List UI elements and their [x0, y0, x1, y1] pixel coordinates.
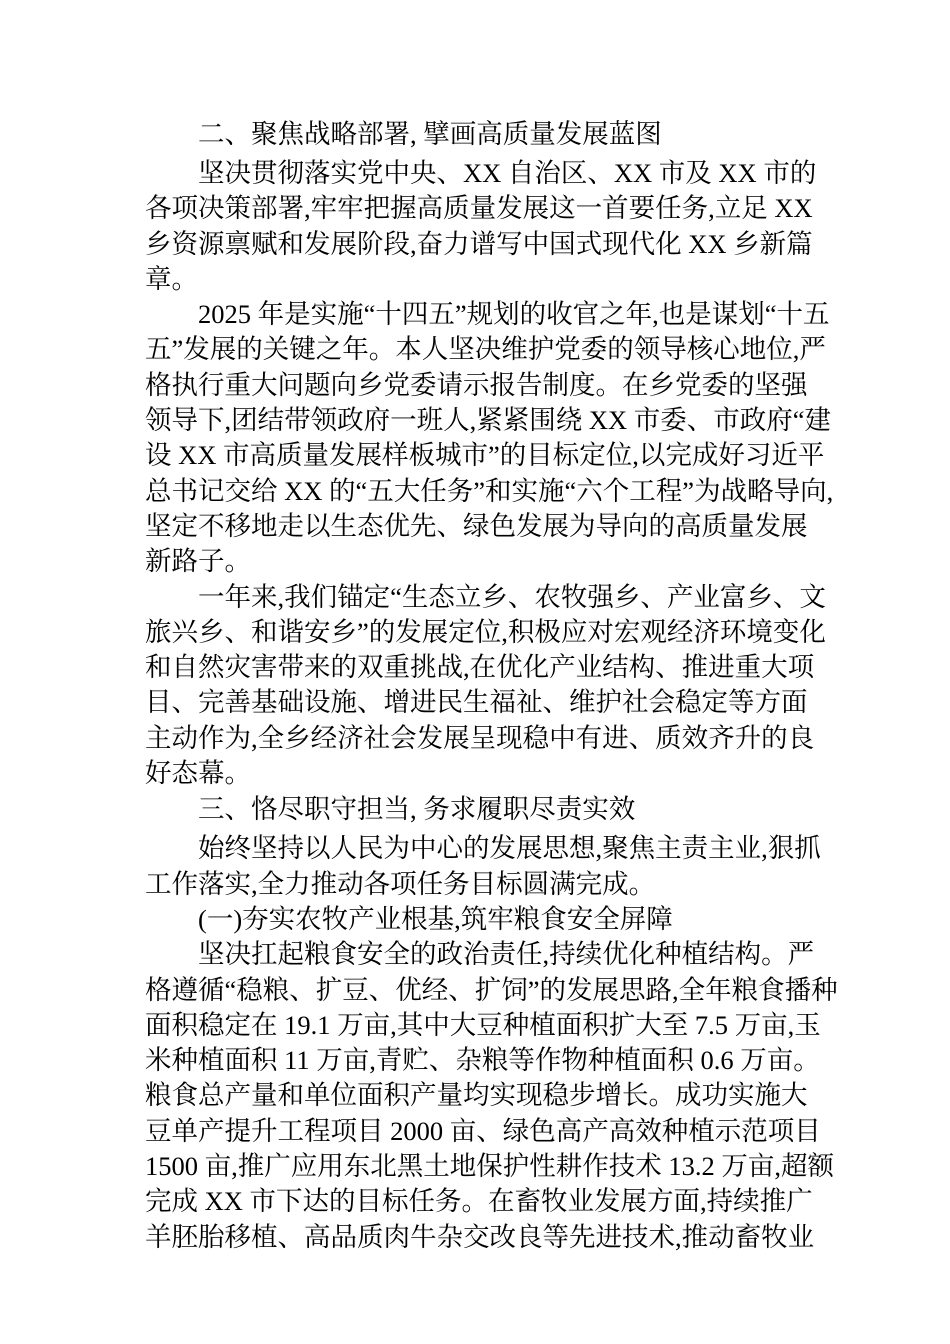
text-line: 各项决策部署,牢牢把握高质量发展这一首要任务,立足 XX [145, 193, 813, 224]
text-line: 米种植面积 11 万亩,青贮、杂粮等作物种植面积 0.6 万亩。 [145, 1045, 820, 1076]
paragraph [145, 937, 838, 1255]
text-line: 乡资源禀赋和发展阶段,奋力谱写中国式现代化 XX 乡新篇 [145, 228, 813, 259]
text-line: 1500 亩,推广应用东北黑土地保护性耕作技术 13.2 万亩,超额 [145, 1151, 834, 1182]
text-line: 格执行重大问题向乡党委请示报告制度。在乡党委的坚强 [145, 369, 808, 400]
text-line: 坚决贯彻落实党中央、XX 自治区、XX 市及 XX 市的 [198, 158, 817, 188]
text-line: 粮食总产量和单位面积产量均实现稳步增长。成功实施大 [145, 1080, 808, 1111]
text-line: 好态幕。 [145, 758, 251, 789]
text-line: 新路子。 [145, 546, 251, 577]
text-line: 羊胚胎移植、高品质肉牛杂交改良等先进技术,推动畜牧业 [145, 1221, 815, 1252]
section-heading [145, 791, 807, 831]
text-line: (一)夯实农牧产业根基,筑牢粮食安全屏障 [198, 903, 673, 934]
document-page [145, 116, 838, 1255]
text-line: 目、完善基础设施、增进民生福祉、维护社会稳定等方面 [145, 687, 808, 718]
text-line: 始终坚持以人民为中心的发展思想,聚焦主责主业,狠抓 [198, 833, 821, 864]
paragraph [145, 156, 817, 297]
text-line: 一年来,我们锚定“生态立乡、农牧强乡、产业富乡、文 [198, 581, 826, 612]
text-line: 2025 年是实施“十四五”规划的收官之年,也是谋划“十五 [198, 299, 830, 330]
text-line: 和自然灾害带来的双重挑战,在优化产业结构、推进重大项 [145, 652, 815, 683]
text-line: 主动作为,全乡经济社会发展呈现稳中有进、质效齐升的良 [145, 722, 815, 753]
text-line: 章。 [145, 263, 198, 294]
text-line: 领导下,团结带领政府一班人,紧紧围绕 XX 市委、市政府“建 [145, 405, 832, 436]
subsection-heading [145, 902, 807, 937]
paragraph [145, 297, 834, 579]
text-line: 格遵循“稳粮、扩豆、优经、扩饲”的发展思路,全年粮食播种 [145, 974, 838, 1005]
paragraph [145, 580, 826, 792]
text-line: 旅兴乡、和谐安乡”的发展定位,积极应对宏观经济环境变化 [145, 616, 826, 647]
section-heading [145, 116, 807, 156]
text-line: 设 XX 市高质量发展样板城市”的目标定位,以完成好习近平 [145, 440, 825, 471]
text-line: 完成 XX 市下达的目标任务。在畜牧业发展方面,持续推广 [145, 1186, 813, 1217]
text-line: 总书记交给 XX 的“五大任务”和实施“六个工程”为战略导向, [145, 475, 834, 506]
text-line: 坚决扛起粮食安全的政治责任,持续优化种植结构。严 [198, 939, 815, 970]
text-line: 三、恪尽职守担当, 务求履职尽责实效 [198, 794, 636, 825]
text-line: 二、聚焦战略部署, 擘画高质量发展蓝图 [198, 119, 662, 149]
paragraph [145, 831, 821, 902]
text-line: 豆单产提升工程项目 2000 亩、绿色高产高效种植示范项目 [145, 1115, 821, 1146]
text-line: 坚定不移地走以生态优先、绿色发展为导向的高质量发展 [145, 510, 808, 541]
text-line: 五”发展的关键之年。本人坚决维护党委的领导核心地位,严 [145, 334, 826, 365]
text-line: 工作落实,全力推动各项任务目标圆满完成。 [145, 868, 656, 899]
text-line: 面积稳定在 19.1 万亩,其中大豆种植面积扩大至 7.5 万亩,玉 [145, 1009, 821, 1040]
